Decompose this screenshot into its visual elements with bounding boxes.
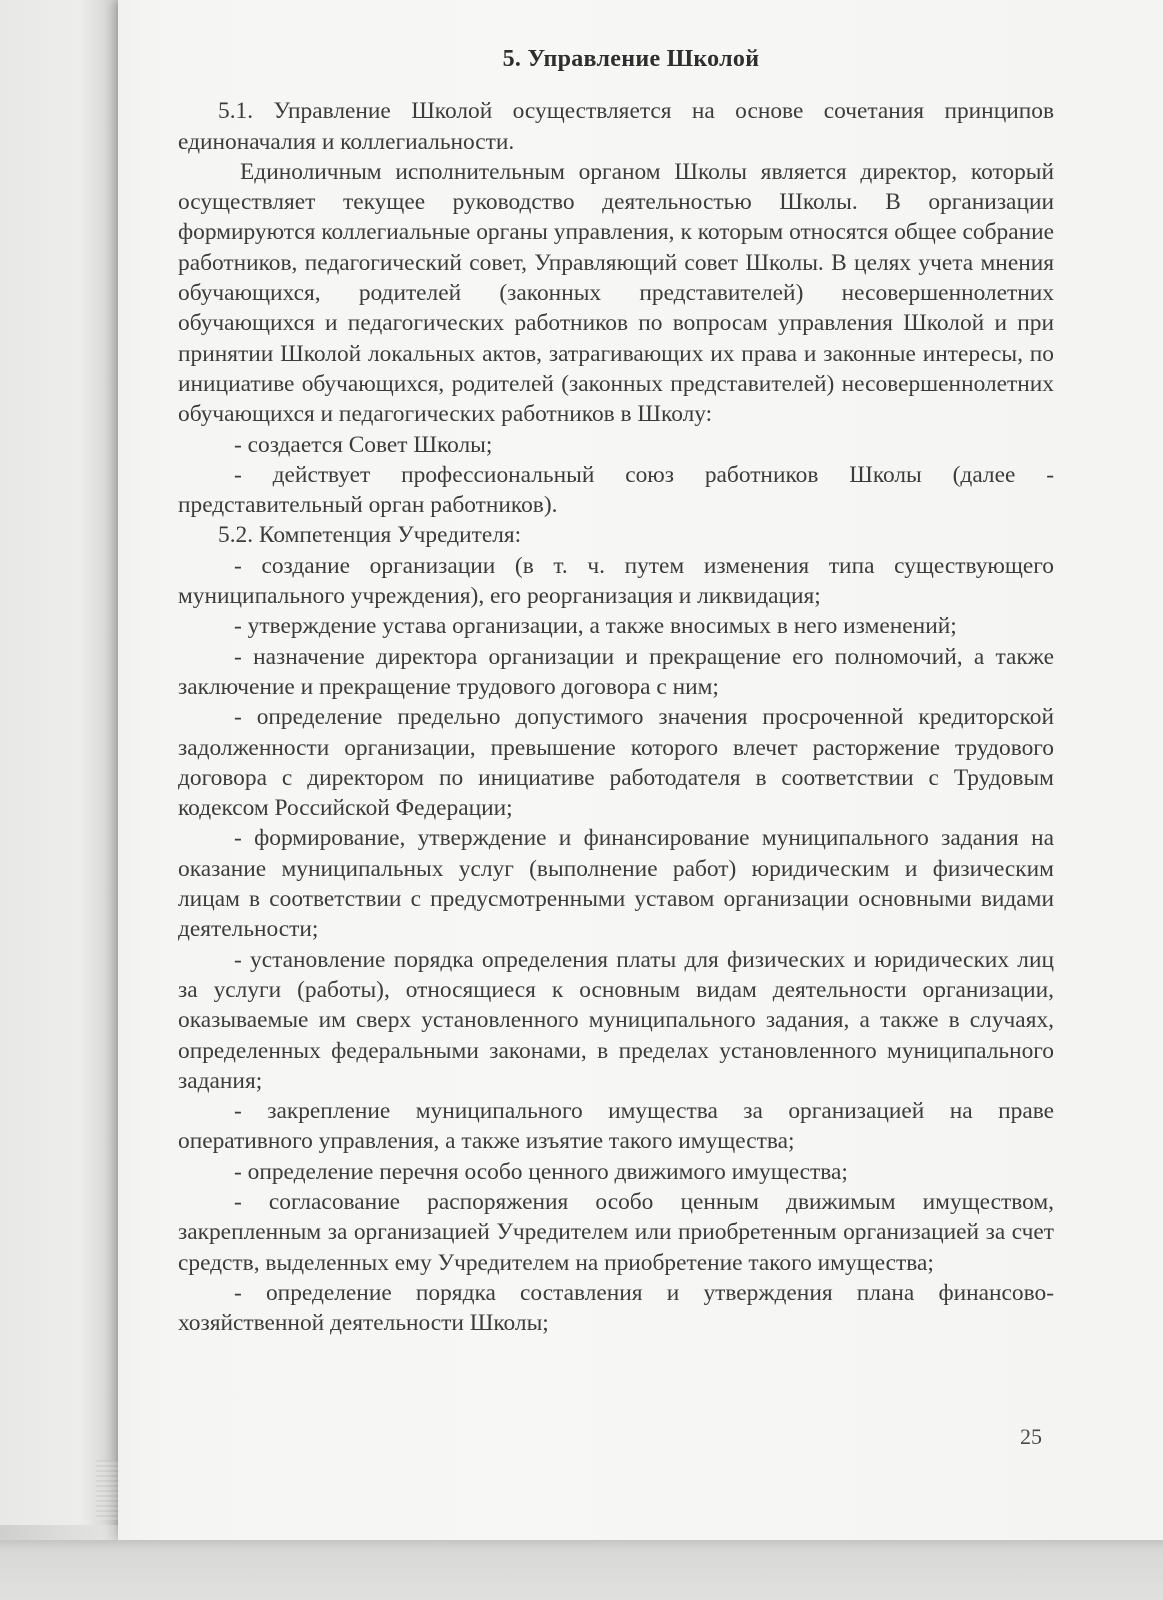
- page-stack-edges: [96, 1460, 120, 1520]
- paragraph-5-2: 5.2. Компетенция Учредителя:: [218, 522, 522, 549]
- list-item: - действует профессиональный союз работников Школы (далее - представительный орган работников).: [178, 461, 1054, 519]
- document-body: [178, 44, 1054, 1338]
- section-title: 5. Управление Школой: [502, 46, 760, 72]
- page-number: 25: [1020, 1424, 1042, 1449]
- list-item: - утверждение устава организации, а также вносимых в него изменений;: [234, 613, 957, 640]
- list-item: - закрепление муниципального имущества за организацией на праве оперативного управления, а также изъятие такого имущества;: [178, 1098, 1054, 1155]
- list-item: - определение порядка составления и утверждения плана финансово-хозяйственной деятельности Школы;: [178, 1279, 1054, 1337]
- paragraph-executive-body: Единоличным исполнительным органом Школы является директор, который осуществляет текущее руководство деятельностью Школы. В организации формируются коллегиальные органы управления, к которым относятся общее собрание работников, педагогический совет, Управляющий совет Школы. В целях учета мнения обучающихся, родителей (законных представителей) несовершеннолетних обучающихся и педагогических работников по вопросам управления Школой и при принятии Школой локальных актов, затрагивающих их права и законные интересы, по инициативе обучающихся, родителей (законных представителей) несовершеннолетних обучающихся и педагогических работников в Школу:: [178, 158, 1054, 428]
- scanner-bottom-strip: [0, 1540, 1163, 1600]
- list-item: - установление порядка определения платы для физических и юридических лиц за услуги (работы), относящиеся к основным видам деятельности организации, оказываемые им сверх установленного муниципального задания, а также в случаях, определенных федеральными законами, в пределах установленного муниципального задания;: [178, 946, 1054, 1094]
- list-item: - определение предельно допустимого значения просроченной кредиторской задолженности организации, превышение которого влечет расторжение трудового договора с директором по инициативе работодателя в соответствии с Трудовым кодексом Российской Федерации;: [178, 704, 1054, 822]
- list-item: - создание организации (в т. ч. путем изменения типа существующего муниципального учреждения), его реорганизация и ликвидация;: [178, 552, 1054, 610]
- paragraph-5-1: 5.1. Управление Школой осуществляется на основе сочетания принципов единоначалия и коллегиальности.: [178, 98, 1054, 155]
- left-page-edge: [0, 0, 118, 1525]
- list-item: - назначение директора организации и прекращение его полномочий, а также заключение и прекращение трудового договора с ним;: [178, 643, 1054, 700]
- list-item: - формирование, утверждение и финансирование муниципального задания на оказание муниципальных услуг (выполнение работ) юридическим и физическим лицам в соответствии с предусмотренными уставом организации основными видами деятельности;: [178, 825, 1054, 943]
- list-item: - определение перечня особо ценного движимого имущества;: [234, 1158, 848, 1185]
- list-item: - создается Совет Школы;: [234, 431, 493, 458]
- list-item: - согласование распоряжения особо ценным движимым имуществом, закрепленным за организацией Учредителем или приобретенным организацией за счет средств, выделенных ему Учредителем на приобретение такого имущества;: [178, 1188, 1054, 1276]
